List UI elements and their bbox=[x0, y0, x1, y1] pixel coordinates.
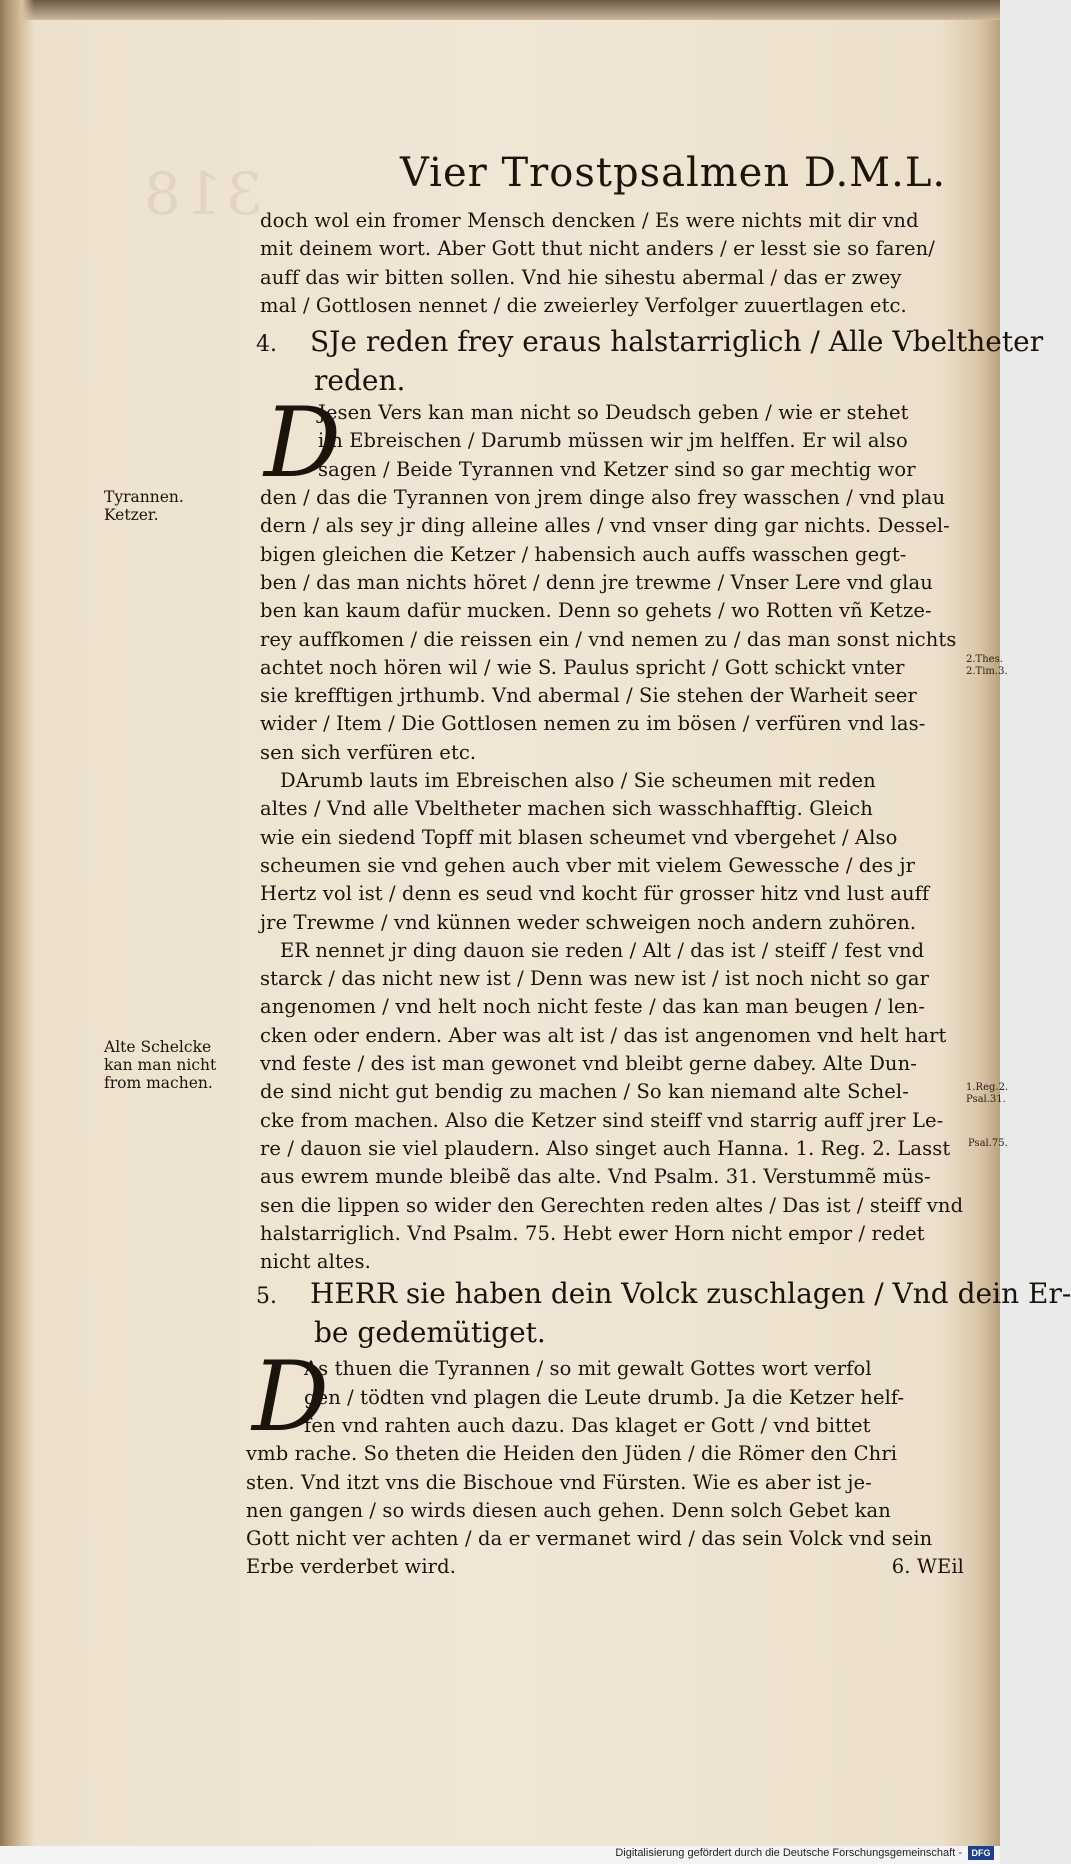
text-line: den / das die Tyrannen von jrem dinge also frey wasschen / vnd plau bbox=[260, 486, 946, 510]
paragraph-3 bbox=[260, 937, 970, 1277]
text-line: wie ein siedend Topff mit blasen scheumet vnd vbergehet / Also bbox=[260, 825, 898, 849]
drop-capital: D bbox=[264, 387, 341, 500]
paragraph-1 bbox=[260, 387, 970, 767]
verse-text: be gedemütiget. bbox=[314, 1316, 546, 1350]
text-line: sen sich verfüren etc. bbox=[260, 740, 477, 764]
text-line: ben kan kaum dafür mucken. Denn so gehets / wo Rotten vñ Ketze- bbox=[260, 599, 932, 623]
margin-reference-3: Psal.75. bbox=[968, 1138, 1008, 1149]
text-line: starck / das nicht new ist / Denn was new ist / ist noch nicht so gar bbox=[260, 967, 930, 991]
text-line: sten. Vnd itzt vns die Bischoue vnd Fürsten. Wie es aber ist je- bbox=[246, 1470, 872, 1494]
verse-4 bbox=[256, 324, 1044, 399]
text-line: re / dauon sie viel plaudern. Also singet auch Hanna. 1. Reg. 2. Lasst bbox=[260, 1136, 951, 1160]
text-line: mit deinem wort. Aber Gott thut nicht anders / er lesst sie so faren/ bbox=[260, 237, 935, 261]
verse-5 bbox=[256, 1276, 1071, 1351]
text-line: sen die lippen so wider den Gerechten reden altes / Das ist / steiff vnd bbox=[260, 1193, 964, 1217]
text-line: vmb rache. So theten die Heiden den Jüden / die Römer den Chri bbox=[246, 1442, 898, 1466]
verse-number: 4. bbox=[256, 332, 277, 358]
text-line: im Ebreischen / Darumb müssen wir jm helffen. Er wil also bbox=[318, 429, 908, 453]
paragraph-4 bbox=[246, 1341, 970, 1581]
drop-capital: D bbox=[252, 1341, 329, 1454]
text-line: rey auffkomen / die reissen ein / vnd nemen zu / das man sonst nichts bbox=[260, 627, 957, 651]
text-line: sie krefftigen jrthumb. Vnd abermal / Sie stehen der Warheit seer bbox=[260, 684, 917, 708]
running-header: Vier Trostpsalmen D.M.L. bbox=[400, 150, 947, 196]
text-line: altes / Vnd alle Vbeltheter machen sich wasschhafftig. Gleich bbox=[260, 797, 873, 821]
text-line: cke from machen. Also die Ketzer sind steiff vnd starrig auff jrer Le- bbox=[260, 1108, 944, 1132]
dfg-logo: DFG bbox=[968, 1846, 994, 1860]
text-line: halstarriglich. Vnd Psalm. 75. Hebt ewer Horn nicht empor / redet bbox=[260, 1221, 925, 1245]
verse-number: 5. bbox=[256, 1284, 277, 1310]
text-line: nicht altes. bbox=[260, 1250, 371, 1274]
scan-top-edge bbox=[0, 0, 1000, 20]
text-line: nen gangen / so wirds diesen auch gehen. Denn solch Gebet kan bbox=[246, 1498, 891, 1522]
margin-reference-2: 1.Reg.2. Psal.31. bbox=[966, 1082, 1009, 1105]
text-line: ER nennet jr ding dauon sie reden / Alt / das ist / steiff / fest vnd bbox=[280, 938, 925, 962]
verse-text: SJe reden frey eraus halstarriglich / Alle Vbeltheter bbox=[310, 325, 1044, 359]
text-line: vnd feste / des ist man gewonet vnd bleibt gerne dabey. Alte Dun- bbox=[260, 1052, 917, 1076]
text-line: Hertz vol ist / denn es seud vnd kocht für grosser hitz vnd lust auff bbox=[260, 882, 930, 906]
text-line: fen vnd rahten auch dazu. Das klaget er Gott / vnd bittet bbox=[304, 1413, 871, 1437]
text-line: de sind nicht gut bendig zu machen / So kan niemand alte Schel- bbox=[260, 1080, 909, 1104]
text-line: bigen gleichen die Ketzer / habensich auch auffs wasschen gegt- bbox=[260, 542, 907, 566]
paragraph-2 bbox=[260, 767, 970, 937]
margin-note-schelcke: Alte Schelcke kan man nicht from machen. bbox=[104, 1038, 217, 1092]
margin-note-tyrannen: Tyrannen. Ketzer. bbox=[104, 488, 184, 524]
text-line: aus ewrem munde bleibẽ das alte. Vnd Psalm. 31. Verstummẽ müs- bbox=[260, 1165, 931, 1189]
text-line: auff das wir bitten sollen. Vnd hie sihestu abermal / das er zwey bbox=[260, 265, 902, 289]
footer-credit: Digitalisierung gefördert durch die Deutsche Forschungsgemeinschaft - bbox=[615, 1847, 962, 1859]
text-line: doch wol ein fromer Mensch dencken / Es were nichts mit dir vnd bbox=[260, 209, 919, 232]
text-line: wider / Item / Die Gottlosen nemen zu im bösen / verfüren vnd las- bbox=[260, 712, 926, 736]
text-line: angenomen / vnd helt noch nicht feste / das kan man beugen / len- bbox=[260, 995, 926, 1019]
text-line: As thuen die Tyrannen / so mit gewalt Gottes wort verfol bbox=[304, 1357, 872, 1381]
text-line: cken oder endern. Aber was alt ist / das ist angenomen vnd helt hart bbox=[260, 1023, 947, 1047]
margin-reference-1: 2.Thes. 2.Tim.3. bbox=[966, 654, 1008, 677]
catchword: 6. WEil bbox=[891, 1555, 964, 1579]
bleed-through-page-number: 318 bbox=[140, 160, 263, 228]
text-line: dern / als sey jr ding alleine alles / vnd vnser ding gar nichts. Dessel- bbox=[260, 514, 950, 538]
text-line: achtet noch hören wil / wie S. Paulus spricht / Gott schickt vnter bbox=[260, 655, 905, 679]
text-line: gen / tödten vnd plagen die Leute drumb. Ja die Ketzer helf- bbox=[304, 1385, 905, 1409]
text-line: Jesen Vers kan man nicht so Deudsch geben / wie er stehet bbox=[318, 401, 909, 425]
text-line: DArumb lauts im Ebreischen also / Sie scheumen mit reden bbox=[280, 769, 876, 793]
text-line: Erbe verderbet wird. bbox=[246, 1555, 456, 1579]
intro-paragraph bbox=[260, 207, 970, 320]
text-line: mal / Gottlosen nennet / die zweierley Verfolger zuuertlagen etc. bbox=[260, 293, 907, 317]
verse-text: reden. bbox=[314, 364, 406, 398]
book-spine bbox=[0, 0, 34, 1864]
text-line: jre Trewme / vnd künnen weder schweigen noch andern zuhören. bbox=[260, 910, 917, 934]
text-line: scheumen sie vnd gehen auch vber mit vielem Gewessche / des jr bbox=[260, 853, 916, 877]
verse-text: HERR sie haben dein Volck zuschlagen / Vnd dein Er- bbox=[310, 1277, 1071, 1311]
text-line: Gott nicht ver achten / da er vermanet wird / das sein Volck vnd sein bbox=[246, 1527, 933, 1551]
text-line: sagen / Beide Tyrannen vnd Ketzer sind so gar mechtig wor bbox=[318, 457, 916, 481]
text-line: ben / das man nichts höret / denn jre trewme / Vnser Lere vnd glau bbox=[260, 570, 933, 594]
